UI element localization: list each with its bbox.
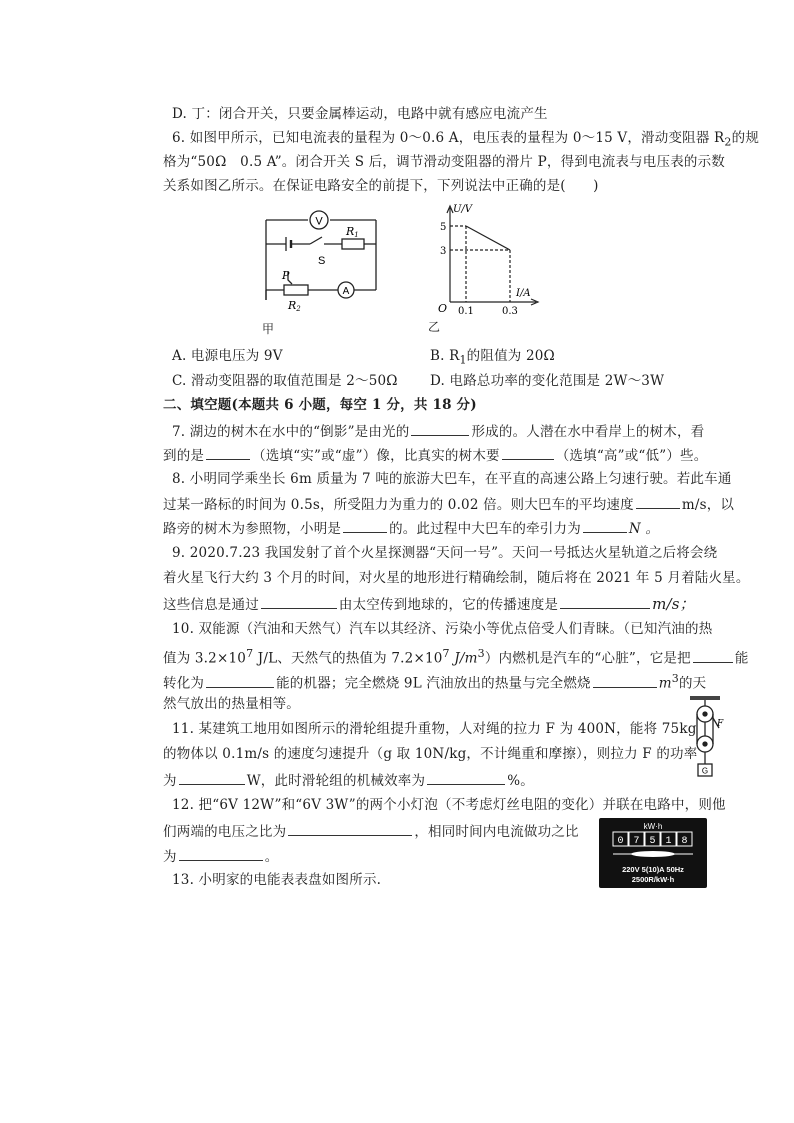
q6-option-b-pre: B. R — [430, 348, 460, 364]
weight-label: G — [701, 766, 709, 776]
meter-digit-2: 7 — [633, 836, 640, 847]
q12-blank-2[interactable] — [179, 846, 263, 861]
q6-r2-sub: 2 — [724, 135, 732, 149]
fig-jia-label: 甲 — [262, 322, 275, 336]
meter-digit-3: 5 — [649, 836, 656, 847]
q11-l3a: 为 — [163, 773, 177, 789]
q10-line1: 10. 双能源（汽油和天然气）汽车以其经济、污染小等优点倍受人们青睐。（已知汽油的热 — [172, 621, 713, 637]
meter-digit-4: 1 — [665, 836, 672, 847]
meter-face — [599, 818, 707, 888]
q8-blank-1[interactable] — [636, 494, 680, 509]
pulley-force-label: F — [717, 719, 724, 729]
q10-blank-2[interactable] — [206, 673, 274, 688]
q6-option-c: C. 滑动变阻器的取值范围是 2～50Ω — [172, 373, 398, 389]
r1-sub: 1 — [354, 231, 359, 239]
q6-line2: 格为“50Ω 0.5 A”。闭合开关 S 后，调节滑动变阻器的滑片 P，得到电流表与电压表的示数 — [163, 154, 726, 170]
q6-option-b — [430, 347, 555, 370]
q13-line1: 13. 小明家的电能表表盘如图所示. — [172, 872, 382, 888]
r2-label — [287, 299, 301, 313]
q6-line1-end: 的规 — [731, 130, 760, 146]
q7-line2 — [163, 445, 707, 465]
q10-l3c: m — [658, 675, 672, 692]
voltmeter-label: V — [315, 215, 323, 228]
q5-option-d: D. 丁：闭合开关，只要金属棒运动，电路中就有感应电流产生 — [172, 106, 548, 122]
q11-blank-1[interactable] — [179, 770, 245, 785]
q12-l3a: 为 — [163, 849, 177, 865]
q12-l2a: 们两端的电压之比为 — [163, 824, 287, 840]
q10-line3 — [163, 670, 706, 693]
q8-blank-2[interactable] — [343, 518, 387, 533]
section-2-heading: 二、填空题(本题共 6 小题，每空 1 分，共 18 分) — [163, 397, 477, 413]
q11-l3c: %。 — [507, 773, 534, 789]
uv-graph — [436, 200, 546, 318]
q8-l3a: 路旁的树木为参照物，小明是 — [163, 521, 342, 537]
q10-l2c: J/m — [449, 650, 478, 667]
q7-l1b: 形成的。人潜在水中看岸上的树木，看 — [471, 424, 705, 440]
q11-line1: 11. 某建筑工地用如图所示的滑轮组提升重物，人对绳的拉力 F 为 400N，能将 75kg — [172, 721, 697, 737]
q6-option-a: A. 电源电压为 9V — [172, 348, 283, 364]
q12-line1: 12. 把“6V 12W”和“6V 3W”的两个小灯泡（不考虑灯丝电阻的变化）并联在电路中，则他 — [172, 797, 726, 813]
q12-blank-1[interactable] — [288, 821, 412, 836]
graph-y3: 3 — [440, 246, 447, 257]
q11-line3 — [163, 770, 534, 790]
q10-l2b-sup: 7 — [442, 647, 450, 660]
q7-blank-3[interactable] — [502, 445, 554, 460]
q12-l2b: ，相同时间内电流做功之比 — [414, 824, 579, 840]
fig-yi-label: 乙 — [428, 320, 441, 334]
graph-y5: 5 — [440, 222, 447, 233]
q10-l3b: 能的机器；完全燃烧 9L 汽油放出的热量与完全燃烧 — [276, 675, 591, 692]
q10-blank-1[interactable] — [693, 648, 733, 663]
q8-l3c: N 。 — [628, 521, 660, 537]
q7-l1a: 7. 湖边的树木在水中的“倒影”是由光的 — [172, 424, 410, 440]
q8-line1: 8. 小明同学乘坐长 6m 质量为 7 吨的旅游大巴车，在平直的高速公路上匀速行驶。若此车通 — [172, 471, 732, 487]
q10-l2a: 值为 3.2×10 — [163, 650, 247, 667]
graph-origin: O — [438, 302, 448, 315]
q10-l3a: 转化为 — [163, 675, 205, 692]
q9-l3a: 这些信息是通过 — [163, 597, 259, 613]
q10-l2e: 能 — [734, 650, 749, 667]
r1-letter: R — [346, 225, 355, 238]
electricity-meter — [599, 818, 707, 888]
q9-line2: 着火星飞行大约 3 个月的时间，对火星的地形进行精确绘制，随后将在 2021 年 5 月着陆火星。 — [163, 570, 750, 586]
q10-l3d: 的天 — [678, 675, 707, 692]
q9-line3 — [163, 594, 695, 614]
q7-l2a: 到的是 — [163, 448, 205, 464]
q9-l3b: 由太空传到地球的，它的传播速度是 — [338, 597, 559, 613]
circuit-diagram — [258, 204, 388, 322]
q7-blank-2[interactable] — [206, 445, 250, 460]
q6-line1 — [172, 129, 759, 152]
q10-l3c-sup: 3 — [671, 672, 679, 685]
q10-line2 — [163, 645, 749, 668]
q11-blank-2[interactable] — [427, 770, 505, 785]
q10-line4: 然气放出的热量相等。 — [163, 696, 300, 712]
graph-x03: 0.3 — [502, 306, 518, 317]
q10-l2a-sup: 7 — [246, 647, 254, 660]
q6-line3: 关系如图乙所示。在保证电路安全的前提下，下列说法中正确的是( ) — [163, 178, 599, 194]
graph-ylabel: U/V — [453, 204, 473, 215]
r2-sub: 2 — [296, 305, 301, 313]
graph-x01: 0.1 — [458, 306, 474, 317]
q9-blank-1[interactable] — [261, 594, 337, 609]
graph-xlabel: I/A — [516, 288, 531, 299]
q6-option-b-post: 的阻值为 20Ω — [466, 348, 555, 364]
meter-unit: kW·h — [643, 822, 663, 831]
meter-digit-1: 0 — [617, 836, 624, 847]
q11-l3b: W，此时滑轮组的机械效率为 — [246, 773, 426, 789]
q8-l2b: m/s，以 — [681, 497, 735, 513]
p-label: P — [282, 269, 290, 282]
r2-letter: R — [288, 299, 297, 312]
q9-l3c: m/s； — [652, 595, 695, 613]
ammeter-label: A — [342, 286, 350, 297]
switch-label: S — [318, 255, 326, 267]
q10-l2c-sup: 3 — [477, 647, 485, 660]
meter-disk — [631, 851, 675, 857]
q12-l3b: 。 — [264, 849, 279, 865]
r1-label — [345, 225, 359, 239]
q7-blank-1[interactable] — [411, 421, 469, 436]
q8-l3b: 的。此过程中大巴车的牵引力为 — [389, 521, 581, 537]
q9-blank-2[interactable] — [560, 594, 650, 609]
pulley-diagram — [686, 694, 726, 784]
ceiling-beam — [690, 696, 720, 700]
q9-line1: 9. 2020.7.23 我国发射了首个火星探测器“天问一号”。天问一号抵达火星轨道之后将会绕 — [172, 545, 718, 561]
meter-digit-5: 8 — [681, 836, 688, 847]
q7-line1 — [172, 421, 704, 441]
meter-spec-2: 2500R/kW·h — [631, 875, 675, 884]
q7-l2c: （选填“高”或“低”）些。 — [555, 448, 708, 464]
q8-line3 — [163, 518, 659, 538]
q10-l2b: J/L、天然气的热值为 7.2×10 — [253, 650, 443, 667]
q6-option-d: D. 电路总功率的变化范围是 2W～3W — [430, 373, 665, 389]
q7-l2b: （选填“实”或“虚”）像，比真实的树木要 — [252, 448, 500, 464]
q12-line2 — [163, 821, 579, 841]
q6-option-b-sub: 1 — [459, 353, 467, 367]
q10-blank-3[interactable] — [593, 673, 657, 688]
q12-line3 — [163, 846, 278, 866]
q10-l2d: ）内燃机是汽车的“心脏”，它是把 — [484, 650, 691, 667]
q6-line1-text: 6. 如图甲所示，已知电流表的量程为 0～0.6 A，电压表的量程为 0～15 V，滑动变阻器 R — [172, 130, 725, 146]
q8-blank-3[interactable] — [583, 518, 627, 533]
meter-spec-1: 220V 5(10)A 50Hz — [622, 865, 684, 874]
q11-line2: 的物体以 0.1m/s 的速度匀速提升（g 取 10N/kg，不计绳重和摩擦），则拉力 F 的功率 — [163, 746, 698, 762]
q8-l2a: 过某一路标的时间为 0.5s，所受阻力为重力的 0.02 倍。则大巴车的平均速度 — [163, 497, 634, 513]
q8-line2 — [163, 494, 734, 514]
